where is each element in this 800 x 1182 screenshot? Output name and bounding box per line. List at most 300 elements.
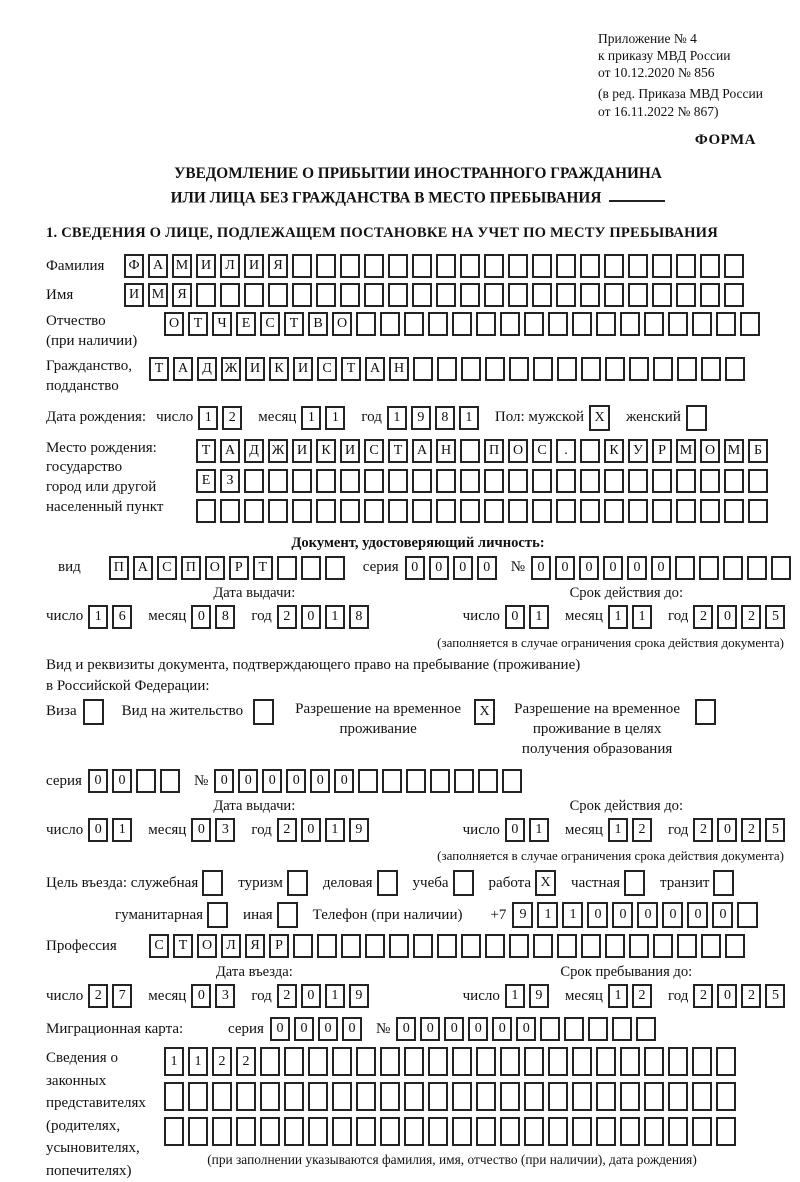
representative-cell[interactable] (380, 1117, 400, 1146)
representative-cell[interactable] (572, 1047, 592, 1076)
permit-issue-month-cell[interactable]: 3 (215, 818, 235, 842)
entry-month-cell[interactable]: 3 (215, 984, 235, 1008)
birth-place-cell[interactable] (340, 499, 360, 523)
profession-cell[interactable] (365, 934, 385, 958)
permit-number-cell[interactable] (478, 769, 498, 793)
name-cell[interactable] (484, 283, 504, 307)
profession-cell[interactable] (509, 934, 529, 958)
birth-place-cell[interactable] (436, 469, 456, 493)
entry-year-cell[interactable]: 1 (325, 984, 345, 1008)
surname-cell[interactable] (556, 254, 576, 278)
birth-place-cell[interactable] (556, 499, 576, 523)
citizenship-cell[interactable] (557, 357, 577, 381)
representative-cell[interactable] (380, 1047, 400, 1076)
birth-place-cell[interactable]: М (724, 439, 744, 463)
doc-number-cell[interactable] (771, 556, 791, 580)
entry-year-cell[interactable]: 0 (301, 984, 321, 1008)
representative-cell[interactable] (476, 1082, 496, 1111)
birth-place-cell[interactable] (724, 499, 744, 523)
mig-number-cell[interactable] (540, 1017, 560, 1041)
profession-cell[interactable] (605, 934, 625, 958)
birth-place-cell[interactable] (652, 469, 672, 493)
mig-number-cell[interactable]: 0 (444, 1017, 464, 1041)
representative-cell[interactable] (236, 1117, 256, 1146)
purpose-other-checkbox-cell[interactable] (277, 902, 298, 928)
temp-residence-checkbox-cell[interactable]: X (474, 699, 495, 725)
representative-cell[interactable] (284, 1117, 304, 1146)
stay-month-cell[interactable]: 2 (632, 984, 652, 1008)
doc-type-cell[interactable]: А (133, 556, 153, 580)
birth-place-cell[interactable]: Р (652, 439, 672, 463)
representative-cell[interactable] (620, 1082, 640, 1111)
profession-cell[interactable] (581, 934, 601, 958)
purpose-private-checkbox-cell[interactable] (624, 870, 645, 896)
birth-place-cell[interactable]: О (700, 439, 720, 463)
name-cell[interactable] (628, 283, 648, 307)
sex-male-checkbox-cell[interactable]: X (589, 405, 610, 431)
doc-type-cell[interactable]: О (205, 556, 225, 580)
representative-cell[interactable] (644, 1117, 664, 1146)
doc-type-cell[interactable]: П (109, 556, 129, 580)
permit-series-cell[interactable]: 0 (112, 769, 132, 793)
name-cell[interactable] (652, 283, 672, 307)
surname-cell[interactable] (652, 254, 672, 278)
doc-issue-year-cell[interactable]: 8 (349, 605, 369, 629)
citizenship-cell[interactable] (701, 357, 721, 381)
representative-cell[interactable] (332, 1047, 352, 1076)
mig-series-cell[interactable]: 0 (294, 1017, 314, 1041)
representative-cell[interactable] (548, 1117, 568, 1146)
profession-cell[interactable] (437, 934, 457, 958)
birth-month-cell[interactable]: 1 (301, 406, 321, 430)
birth-place-cell[interactable]: И (340, 439, 360, 463)
birth-place-cell[interactable]: . (556, 439, 576, 463)
representative-cell[interactable] (596, 1082, 616, 1111)
representative-cell[interactable] (548, 1047, 568, 1076)
surname-cell[interactable] (580, 254, 600, 278)
name-cell[interactable] (676, 283, 696, 307)
doc-valid-day-cell[interactable]: 1 (529, 605, 549, 629)
name-cell[interactable]: И (124, 283, 144, 307)
birth-place-cell[interactable] (580, 499, 600, 523)
surname-cell[interactable] (388, 254, 408, 278)
phone-cell[interactable]: 0 (687, 902, 708, 928)
representative-cell[interactable] (668, 1117, 688, 1146)
doc-valid-month-cell[interactable]: 1 (608, 605, 628, 629)
citizenship-cell[interactable]: Т (149, 357, 169, 381)
citizenship-cell[interactable]: Ж (221, 357, 241, 381)
doc-issue-month-cell[interactable]: 8 (215, 605, 235, 629)
profession-cell[interactable] (677, 934, 697, 958)
representative-cell[interactable]: 1 (188, 1047, 208, 1076)
profession-cell[interactable] (629, 934, 649, 958)
doc-series-cell[interactable]: 0 (405, 556, 425, 580)
profession-cell[interactable] (557, 934, 577, 958)
representative-cell[interactable] (188, 1117, 208, 1146)
patronymic-cell[interactable]: В (308, 312, 328, 336)
name-cell[interactable] (556, 283, 576, 307)
birth-place-cell[interactable] (604, 499, 624, 523)
profession-cell[interactable] (293, 934, 313, 958)
name-cell[interactable] (316, 283, 336, 307)
representative-cell[interactable] (524, 1047, 544, 1076)
doc-issue-month-cell[interactable]: 0 (191, 605, 211, 629)
birth-place-cell[interactable]: М (676, 439, 696, 463)
profession-cell[interactable] (389, 934, 409, 958)
mig-number-cell[interactable] (636, 1017, 656, 1041)
birth-place-cell[interactable] (676, 499, 696, 523)
citizenship-cell[interactable] (437, 357, 457, 381)
purpose-study-checkbox-cell[interactable] (453, 870, 474, 896)
mig-number-cell[interactable]: 0 (420, 1017, 440, 1041)
birth-place-cell[interactable] (532, 469, 552, 493)
permit-valid-day-cell[interactable]: 0 (505, 818, 525, 842)
representative-cell[interactable] (260, 1047, 280, 1076)
representative-cell[interactable] (572, 1082, 592, 1111)
representative-cell[interactable] (308, 1047, 328, 1076)
citizenship-cell[interactable] (461, 357, 481, 381)
citizenship-cell[interactable]: К (269, 357, 289, 381)
birth-place-cell[interactable]: П (484, 439, 504, 463)
doc-issue-year-cell[interactable]: 1 (325, 605, 345, 629)
patronymic-cell[interactable] (644, 312, 664, 336)
representative-cell[interactable] (716, 1047, 736, 1076)
surname-cell[interactable] (412, 254, 432, 278)
patronymic-cell[interactable] (476, 312, 496, 336)
permit-issue-year-cell[interactable]: 1 (325, 818, 345, 842)
birth-place-cell[interactable]: А (412, 439, 432, 463)
birth-place-cell[interactable]: С (364, 439, 384, 463)
permit-number-cell[interactable] (502, 769, 522, 793)
doc-type-cell[interactable] (325, 556, 345, 580)
representative-cell[interactable]: 2 (236, 1047, 256, 1076)
surname-cell[interactable] (484, 254, 504, 278)
mig-series-cell[interactable]: 0 (270, 1017, 290, 1041)
stay-year-cell[interactable]: 5 (765, 984, 785, 1008)
representative-cell[interactable] (644, 1047, 664, 1076)
profession-cell[interactable] (533, 934, 553, 958)
permit-number-cell[interactable] (430, 769, 450, 793)
surname-cell[interactable]: М (172, 254, 192, 278)
patronymic-cell[interactable] (548, 312, 568, 336)
patronymic-cell[interactable]: Т (284, 312, 304, 336)
doc-issue-year-cell[interactable]: 2 (277, 605, 297, 629)
patronymic-cell[interactable]: С (260, 312, 280, 336)
birth-place-cell[interactable]: И (292, 439, 312, 463)
permit-number-cell[interactable]: 0 (214, 769, 234, 793)
doc-valid-month-cell[interactable]: 1 (632, 605, 652, 629)
doc-issue-day-cell[interactable]: 1 (88, 605, 108, 629)
doc-series-cell[interactable]: 0 (429, 556, 449, 580)
birth-place-cell[interactable]: А (220, 439, 240, 463)
stay-year-cell[interactable]: 2 (693, 984, 713, 1008)
doc-issue-year-cell[interactable]: 0 (301, 605, 321, 629)
representative-cell[interactable] (356, 1117, 376, 1146)
surname-cell[interactable]: Ф (124, 254, 144, 278)
patronymic-cell[interactable] (572, 312, 592, 336)
surname-cell[interactable] (364, 254, 384, 278)
citizenship-cell[interactable]: Н (389, 357, 409, 381)
visa-checkbox-cell[interactable] (83, 699, 104, 725)
birth-day-cell[interactable]: 1 (198, 406, 218, 430)
name-cell[interactable] (724, 283, 744, 307)
surname-cell[interactable] (604, 254, 624, 278)
birth-place-cell[interactable] (388, 499, 408, 523)
entry-year-cell[interactable]: 2 (277, 984, 297, 1008)
representative-cell[interactable] (308, 1117, 328, 1146)
birth-place-cell[interactable]: К (316, 439, 336, 463)
representative-cell[interactable] (308, 1082, 328, 1111)
permit-number-cell[interactable]: 0 (334, 769, 354, 793)
representative-cell[interactable] (692, 1082, 712, 1111)
patronymic-cell[interactable] (596, 312, 616, 336)
doc-type-cell[interactable]: Р (229, 556, 249, 580)
phone-cell[interactable]: 9 (512, 902, 533, 928)
birth-place-cell[interactable] (460, 469, 480, 493)
representative-cell[interactable] (500, 1082, 520, 1111)
permit-valid-year-cell[interactable]: 5 (765, 818, 785, 842)
name-cell[interactable] (532, 283, 552, 307)
permit-valid-year-cell[interactable]: 2 (741, 818, 761, 842)
birth-place-cell[interactable]: Ж (268, 439, 288, 463)
mig-series-cell[interactable]: 0 (342, 1017, 362, 1041)
citizenship-cell[interactable] (509, 357, 529, 381)
birth-place-cell[interactable] (628, 469, 648, 493)
purpose-tourism-checkbox-cell[interactable] (287, 870, 308, 896)
doc-type-cell[interactable]: П (181, 556, 201, 580)
citizenship-cell[interactable]: А (365, 357, 385, 381)
purpose-humanitarian-checkbox-cell[interactable] (207, 902, 228, 928)
representative-cell[interactable] (332, 1117, 352, 1146)
representative-cell[interactable] (572, 1117, 592, 1146)
mig-number-cell[interactable]: 0 (492, 1017, 512, 1041)
name-cell[interactable] (412, 283, 432, 307)
phone-cell[interactable]: 1 (562, 902, 583, 928)
birth-place-cell[interactable]: Т (388, 439, 408, 463)
birth-year-cell[interactable]: 1 (387, 406, 407, 430)
patronymic-cell[interactable] (740, 312, 760, 336)
surname-cell[interactable] (316, 254, 336, 278)
birth-place-cell[interactable]: Д (244, 439, 264, 463)
stay-day-cell[interactable]: 1 (505, 984, 525, 1008)
representative-cell[interactable] (212, 1117, 232, 1146)
doc-type-cell[interactable] (277, 556, 297, 580)
permit-series-cell[interactable]: 0 (88, 769, 108, 793)
patronymic-cell[interactable]: О (332, 312, 352, 336)
birth-place-cell[interactable] (580, 439, 600, 463)
patronymic-cell[interactable] (380, 312, 400, 336)
representative-cell[interactable] (524, 1082, 544, 1111)
entry-year-cell[interactable]: 9 (349, 984, 369, 1008)
birth-place-cell[interactable] (436, 499, 456, 523)
profession-cell[interactable] (461, 934, 481, 958)
phone-cell[interactable]: 0 (662, 902, 683, 928)
representative-cell[interactable]: 2 (212, 1047, 232, 1076)
surname-cell[interactable] (340, 254, 360, 278)
birth-place-cell[interactable] (244, 499, 264, 523)
doc-number-cell[interactable]: 0 (579, 556, 599, 580)
purpose-business-checkbox-cell[interactable] (377, 870, 398, 896)
birth-place-cell[interactable] (412, 469, 432, 493)
permit-issue-day-cell[interactable]: 0 (88, 818, 108, 842)
profession-cell[interactable] (413, 934, 433, 958)
permit-number-cell[interactable] (454, 769, 474, 793)
birth-place-cell[interactable] (748, 499, 768, 523)
birth-place-cell[interactable]: Т (196, 439, 216, 463)
profession-cell[interactable] (485, 934, 505, 958)
permit-issue-year-cell[interactable]: 0 (301, 818, 321, 842)
representative-cell[interactable] (284, 1047, 304, 1076)
doc-valid-day-cell[interactable]: 0 (505, 605, 525, 629)
doc-number-cell[interactable] (747, 556, 767, 580)
representative-cell[interactable] (596, 1117, 616, 1146)
birth-place-cell[interactable]: О (508, 439, 528, 463)
representative-cell[interactable] (596, 1047, 616, 1076)
surname-cell[interactable]: Я (268, 254, 288, 278)
birth-place-cell[interactable] (652, 499, 672, 523)
doc-number-cell[interactable]: 0 (555, 556, 575, 580)
birth-place-cell[interactable] (268, 469, 288, 493)
patronymic-cell[interactable] (428, 312, 448, 336)
purpose-work-checkbox-cell[interactable]: X (535, 870, 556, 896)
doc-number-cell[interactable]: 0 (627, 556, 647, 580)
surname-cell[interactable] (676, 254, 696, 278)
representative-cell[interactable] (716, 1117, 736, 1146)
citizenship-cell[interactable] (581, 357, 601, 381)
patronymic-cell[interactable]: Ч (212, 312, 232, 336)
mig-number-cell[interactable] (564, 1017, 584, 1041)
patronymic-cell[interactable] (620, 312, 640, 336)
representative-cell[interactable] (716, 1082, 736, 1111)
mig-number-cell[interactable]: 0 (396, 1017, 416, 1041)
surname-cell[interactable] (508, 254, 528, 278)
patronymic-cell[interactable]: О (164, 312, 184, 336)
permit-issue-day-cell[interactable]: 1 (112, 818, 132, 842)
profession-cell[interactable] (341, 934, 361, 958)
birth-place-cell[interactable] (724, 469, 744, 493)
mig-series-cell[interactable]: 0 (318, 1017, 338, 1041)
permit-valid-month-cell[interactable]: 1 (608, 818, 628, 842)
doc-type-cell[interactable]: С (157, 556, 177, 580)
birth-place-cell[interactable] (316, 499, 336, 523)
surname-cell[interactable]: И (244, 254, 264, 278)
patronymic-cell[interactable]: Т (188, 312, 208, 336)
patronymic-cell[interactable] (500, 312, 520, 336)
representative-cell[interactable] (332, 1082, 352, 1111)
representative-cell[interactable] (668, 1082, 688, 1111)
patronymic-cell[interactable] (356, 312, 376, 336)
patronymic-cell[interactable] (452, 312, 472, 336)
representative-cell[interactable] (620, 1117, 640, 1146)
representative-cell[interactable] (620, 1047, 640, 1076)
birth-place-cell[interactable] (460, 499, 480, 523)
citizenship-cell[interactable] (629, 357, 649, 381)
representative-cell[interactable] (524, 1117, 544, 1146)
birth-place-cell[interactable]: С (532, 439, 552, 463)
birth-place-cell[interactable] (460, 439, 480, 463)
surname-cell[interactable] (532, 254, 552, 278)
name-cell[interactable] (460, 283, 480, 307)
permit-issue-year-cell[interactable]: 2 (277, 818, 297, 842)
surname-cell[interactable] (700, 254, 720, 278)
representative-cell[interactable] (236, 1082, 256, 1111)
citizenship-cell[interactable]: И (293, 357, 313, 381)
birth-place-cell[interactable] (484, 499, 504, 523)
birth-place-cell[interactable] (700, 499, 720, 523)
name-cell[interactable] (244, 283, 264, 307)
citizenship-cell[interactable] (413, 357, 433, 381)
birth-place-cell[interactable]: З (220, 469, 240, 493)
patronymic-cell[interactable] (404, 312, 424, 336)
birth-place-cell[interactable] (196, 499, 216, 523)
representative-cell[interactable] (476, 1117, 496, 1146)
birth-place-cell[interactable] (508, 469, 528, 493)
temp-residence-edu-checkbox-cell[interactable] (695, 699, 716, 725)
birth-place-cell[interactable]: У (628, 439, 648, 463)
name-cell[interactable]: Я (172, 283, 192, 307)
permit-number-cell[interactable] (382, 769, 402, 793)
birth-place-cell[interactable] (748, 469, 768, 493)
surname-cell[interactable] (460, 254, 480, 278)
birth-place-cell[interactable]: К (604, 439, 624, 463)
representative-cell[interactable] (260, 1082, 280, 1111)
representative-cell[interactable] (404, 1082, 424, 1111)
phone-cell[interactable] (737, 902, 758, 928)
name-cell[interactable] (364, 283, 384, 307)
permit-number-cell[interactable]: 0 (238, 769, 258, 793)
permit-issue-month-cell[interactable]: 0 (191, 818, 211, 842)
doc-number-cell[interactable] (723, 556, 743, 580)
birth-place-cell[interactable] (412, 499, 432, 523)
profession-cell[interactable]: Я (245, 934, 265, 958)
name-cell[interactable] (508, 283, 528, 307)
citizenship-cell[interactable] (653, 357, 673, 381)
birth-year-cell[interactable]: 1 (459, 406, 479, 430)
phone-cell[interactable]: 0 (637, 902, 658, 928)
profession-cell[interactable]: Т (173, 934, 193, 958)
birth-place-cell[interactable]: Н (436, 439, 456, 463)
permit-number-cell[interactable]: 0 (286, 769, 306, 793)
phone-cell[interactable]: 0 (587, 902, 608, 928)
doc-valid-year-cell[interactable]: 2 (693, 605, 713, 629)
doc-issue-day-cell[interactable]: 6 (112, 605, 132, 629)
doc-valid-year-cell[interactable]: 5 (765, 605, 785, 629)
birth-place-cell[interactable] (700, 469, 720, 493)
surname-cell[interactable] (436, 254, 456, 278)
doc-series-cell[interactable]: 0 (477, 556, 497, 580)
representative-cell[interactable] (356, 1082, 376, 1111)
representative-cell[interactable] (692, 1047, 712, 1076)
permit-number-cell[interactable] (406, 769, 426, 793)
profession-cell[interactable] (725, 934, 745, 958)
patronymic-cell[interactable] (716, 312, 736, 336)
surname-cell[interactable]: И (196, 254, 216, 278)
doc-number-cell[interactable]: 0 (531, 556, 551, 580)
representative-cell[interactable] (164, 1117, 184, 1146)
name-cell[interactable]: М (148, 283, 168, 307)
representative-cell[interactable] (500, 1047, 520, 1076)
citizenship-cell[interactable]: Д (197, 357, 217, 381)
profession-cell[interactable]: Р (269, 934, 289, 958)
birth-month-cell[interactable]: 1 (325, 406, 345, 430)
birth-place-cell[interactable] (268, 499, 288, 523)
name-cell[interactable] (700, 283, 720, 307)
birth-place-cell[interactable] (604, 469, 624, 493)
mig-number-cell[interactable] (612, 1017, 632, 1041)
birth-place-cell[interactable] (364, 469, 384, 493)
residence-permit-checkbox-cell[interactable] (253, 699, 274, 725)
birth-place-cell[interactable] (556, 469, 576, 493)
